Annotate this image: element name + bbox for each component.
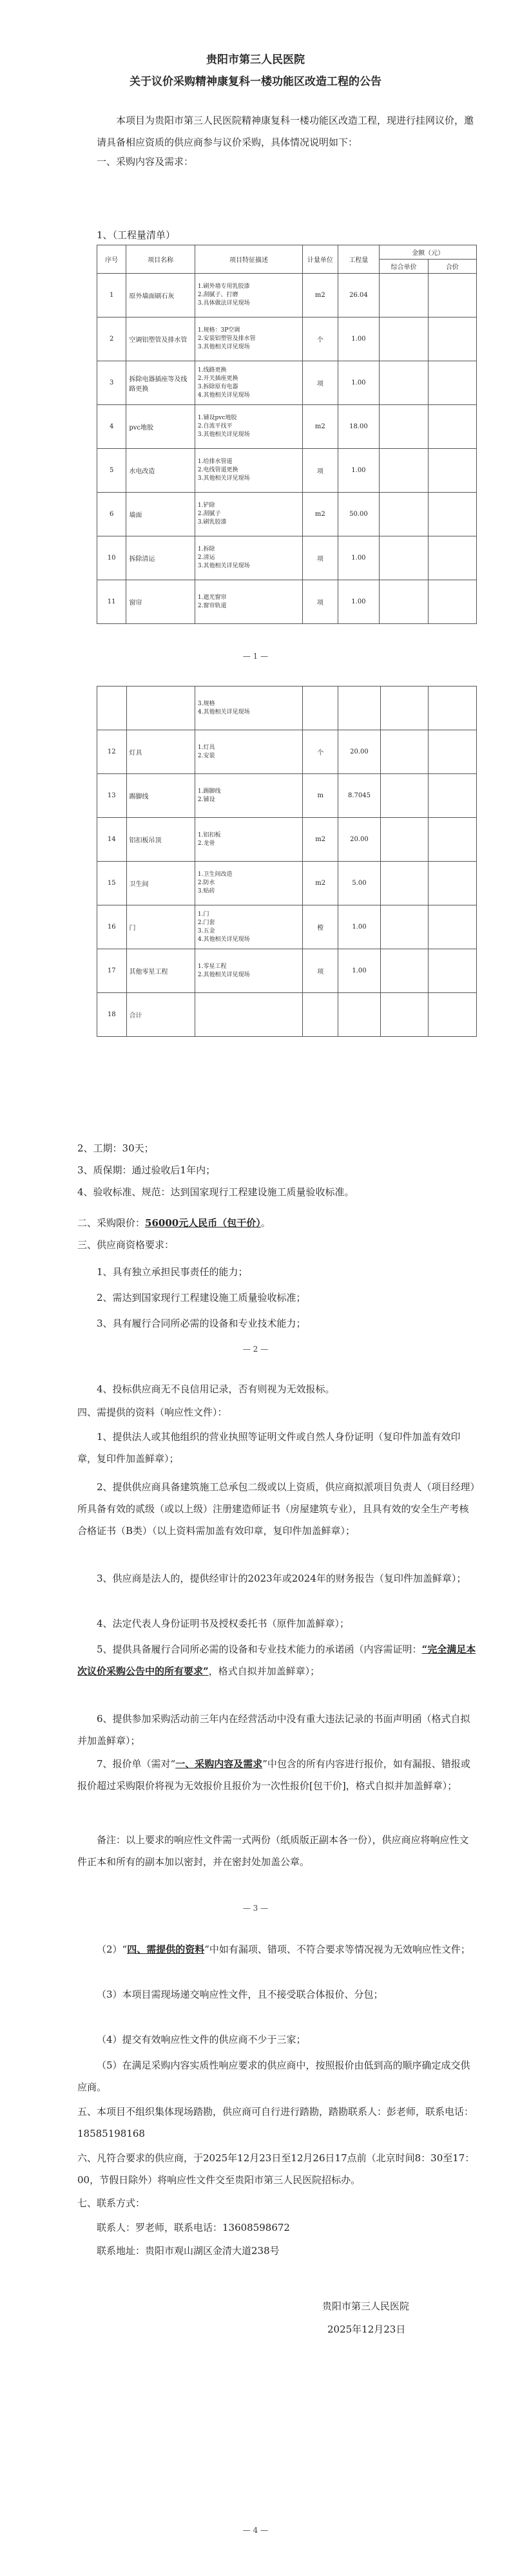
doc-req-5 [77, 1638, 477, 1682]
th-amount: 金额（元） [380, 245, 477, 260]
cell-no: 1 [97, 274, 126, 317]
cell-unit: m2 [303, 405, 338, 449]
cell-unit: m2 [303, 818, 338, 862]
cell-qty: 1.00 [338, 949, 381, 993]
doc-req-3: 3、供应商是法人的，提供经审计的2023年或2024年的财务报告（复印件加盖鲜章）； [97, 1573, 467, 1584]
cell-features: 1.刷外墙专用乳胶漆 2.刮腻子、打磨 3.具体做法详见现场 [195, 274, 302, 317]
qualification-4: 4、投标供应商无不良信用记录，否有则视为无效报标。 [97, 1383, 335, 1395]
th-total: 合价 [428, 260, 476, 274]
eval-2 [77, 1938, 477, 1960]
cell-qty: 1.00 [338, 361, 380, 405]
table-row [97, 993, 477, 1037]
cell-total [429, 949, 477, 993]
cell-total [429, 905, 477, 949]
eval-3: （3）本项目需现场递交响应性文件，且不接受联合体报价、分包； [97, 1989, 383, 2000]
cell-unit: 个 [303, 317, 338, 361]
cell-no: 13 [97, 774, 127, 818]
acceptance-line: 4、验收标准、规范：达到国家现行工程建设施工质量验收标准。 [77, 1186, 354, 1198]
cell-unit-price [380, 536, 428, 580]
cell-unit-price [380, 493, 428, 536]
th-unit: 计量单位 [303, 245, 338, 274]
table-row [97, 905, 477, 949]
cell-name: 其他零星工程 [126, 949, 195, 993]
address-line: 联系地址：贵阳市观山湖区金清大道238号 [97, 2245, 280, 2257]
cell-features: 1.灯具 2.安装 [195, 730, 302, 774]
cell-features: 1.拆除 2.清运 3.其他相关详见现场 [195, 536, 302, 580]
cell-unit [303, 993, 338, 1037]
cell-unit-price [380, 580, 428, 624]
contact-line: 联系人：罗老师，联系电话：13608598672 [97, 2222, 290, 2233]
cell-features: 1.铝扣板 2.龙骨 [195, 818, 302, 862]
th-features: 项目特征描述 [195, 245, 302, 274]
cell-total [429, 730, 477, 774]
cell-no: 16 [97, 905, 127, 949]
cell-unit-price [380, 449, 428, 493]
table-row [97, 361, 477, 405]
table-row [97, 774, 477, 818]
table-row [97, 274, 477, 317]
cell-unit: m2 [303, 493, 338, 536]
cell-qty [338, 993, 381, 1037]
cell-total [428, 274, 476, 317]
doc-req-4: 4、法定代表人身份证明书及授权委托书（原件加盖鲜章）； [97, 1618, 350, 1629]
cell-no: 2 [97, 317, 126, 361]
cell-no: 10 [97, 536, 126, 580]
intro-paragraph: 本项目为贵阳市第三人民医院精神康复科一楼功能区改造工程，现进行挂网议价，邀请具备相应资质的供应商参与议价采购，具体情况说明如下： [97, 115, 474, 148]
section-7-heading: 七、联系方式： [77, 2197, 146, 2209]
cell-features: 1.规格：3P空调 2.安装铝塑管及排水管 3.其他相关详见现场 [195, 317, 302, 361]
page-number-2: — 2 — [242, 1345, 269, 1354]
cell-features: 1.铲除 2.刮腻子 3.刷乳胶漆 [195, 493, 302, 536]
table-row [97, 862, 477, 905]
price-limit-end: 。 [260, 1217, 271, 1229]
cell-unit-price [380, 730, 429, 774]
cell-no: 15 [97, 862, 127, 905]
cell-name: 水电改造 [126, 449, 195, 493]
cell-features: 1.给排水管道 2.电线管道更换 3.其他相关详见现场 [195, 449, 302, 493]
cell-name: 原外墙面刷石灰 [126, 274, 195, 317]
cell-total [429, 862, 477, 905]
cell-name: 拆除清运 [126, 536, 195, 580]
doc-req-7-c: ”中包含的所有内容进行报价，如有漏报、错报或报价超过采购限价将视为无效报价且报价为一次性报价[包干价]，格式自拟并加盖鲜章）； [77, 1758, 470, 1792]
cell-name: 卫生间 [126, 862, 195, 905]
warranty-line: 3、质保期：通过验收后1年内； [77, 1164, 216, 1176]
cell-total [429, 993, 477, 1037]
cell-qty: 20.00 [338, 818, 381, 862]
cell-name: 门 [126, 905, 195, 949]
cell-name: 合计 [126, 993, 195, 1037]
cell-qty: 26.04 [338, 274, 380, 317]
th-qty: 工程量 [338, 245, 380, 274]
table-row [97, 730, 477, 774]
cell-qty: 1.00 [338, 536, 380, 580]
cell-features: 3.规格 4.其他相关详见现场 [195, 687, 302, 730]
bill-table-part1 [97, 245, 477, 624]
doc-req-6: 6、提供参加采购活动前三年内在经营活动中没有重大违法记录的书面声明函（格式自拟并加盖鲜章）； [77, 1713, 470, 1747]
doc-req-5-a: 5、提供具备履行合同所必需的设备和专业技术能力的承诺函（内容需证明： [97, 1643, 422, 1655]
cell-total [428, 493, 476, 536]
cell-unit: 樘 [303, 905, 338, 949]
table-row [97, 580, 477, 624]
duration-line: 2、工期：30天； [77, 1142, 154, 1154]
cell-unit: 项 [303, 580, 338, 624]
cell-total [428, 536, 476, 580]
cell-unit-price [380, 274, 428, 317]
signature-date: 2025年12月23日 [327, 2324, 406, 2335]
cell-total [428, 405, 476, 449]
cell-unit-price [380, 687, 429, 730]
th-unit-price: 综合单价 [380, 260, 428, 274]
cell-features [195, 993, 302, 1037]
doc-req-5-b: “完全满足本次议价采购公告中的所有要求” [77, 1643, 476, 1677]
cell-features: 1.铺设pvc地胶 2.自流平找平 3.其他相关详见现场 [195, 405, 302, 449]
cell-unit-price [380, 905, 429, 949]
doc-req-7 [77, 1753, 477, 1797]
section-3-heading: 三、供应商资格要求： [77, 1239, 175, 1251]
table-row [97, 687, 477, 730]
cell-name: 窗帘 [126, 580, 195, 624]
page-number-3: — 3 — [242, 1904, 269, 1913]
cell-name: 踢脚线 [126, 774, 195, 818]
cell-no: 18 [97, 993, 127, 1037]
cell-unit-price [380, 818, 429, 862]
cell-features: 1.线路更换 2.开关插座更换 3.拆除原有电器 4.其他相关详见现场 [195, 361, 302, 405]
cell-qty: 5.00 [338, 862, 381, 905]
doc-req-1: 1、提供法人或其他组织的营业执照等证明文件或自然人身份证明（复印件加盖有效印章，复印件加盖鲜章）； [77, 1431, 461, 1464]
doc-title-main: 关于议价采购精神康复科一楼功能区改造工程的公告 [130, 75, 381, 88]
table-row [97, 317, 477, 361]
cell-unit-price [380, 949, 429, 993]
cell-total [429, 687, 477, 730]
cell-qty: 20.00 [338, 730, 381, 774]
table-row [97, 493, 477, 536]
cell-qty [338, 687, 381, 730]
cell-unit-price [380, 361, 428, 405]
cell-qty: 50.00 [338, 493, 380, 536]
section-1-heading: 一、采购内容及需求： [97, 156, 194, 167]
cell-unit: m2 [303, 862, 338, 905]
th-no: 序号 [97, 245, 126, 274]
eval-2-b: 四、需提供的资料 [127, 1944, 205, 1955]
table-row [97, 405, 477, 449]
doc-req-7-b: 一、采购内容及需求 [175, 1758, 263, 1770]
page-number-4: — 4 — [242, 2526, 269, 2535]
cell-qty: 1.00 [338, 317, 380, 361]
cell-unit: 项 [303, 361, 338, 405]
cell-unit-price [380, 774, 429, 818]
cell-unit: m [303, 774, 338, 818]
table-row [97, 949, 477, 993]
cell-features: 1.遮光窗帘 2.窗帘轨道 [195, 580, 302, 624]
section-6: 六、凡符合要求的供应商，于2025年12月23日至12月26日17点前（北京时间8：30至17：00，节假日除外）将响应性文件交至贵阳市第三人民医院招标办。 [77, 2152, 475, 2186]
cell-no: 17 [97, 949, 127, 993]
cell-unit: 项 [303, 949, 338, 993]
cell-unit: 项 [303, 449, 338, 493]
price-limit-label: 二、采购限价： [77, 1217, 146, 1229]
page-number-1: — 1 — [242, 652, 269, 661]
cell-no: 11 [97, 580, 126, 624]
cell-total [428, 580, 476, 624]
doc-note: 备注：以上要求的响应性文件需一式两份（纸质版正副本各一份），供应商应将响应性文件正本和所有的副本加以密封，并在密封处加盖公章。 [77, 1834, 469, 1868]
cell-features: 1.卫生间改造 2.防水 3.贴砖 [195, 862, 302, 905]
cell-qty: 1.00 [338, 449, 380, 493]
section-4-heading: 四、需提供的资料（响应性文件）： [77, 1406, 227, 1418]
cell-name: pvc地胶 [126, 405, 195, 449]
cell-unit-price [380, 317, 428, 361]
doc-req-5-c: ，格式自拟并加盖鲜章）； [208, 1665, 320, 1677]
th-name: 项目名称 [126, 245, 195, 274]
price-limit-value: 56000元人民币（包干价） [145, 1217, 261, 1229]
qualification-1: 1、具有独立承担民事责任的能力； [97, 1266, 248, 1278]
cell-name: 铝扣板吊顶 [126, 818, 195, 862]
cell-no [97, 687, 127, 730]
eval-2-a: （2）“ [97, 1944, 128, 1955]
cell-qty: 8.7045 [338, 774, 381, 818]
doc-title-org: 贵阳市第三人民医院 [206, 53, 305, 66]
cell-name: 灯具 [126, 730, 195, 774]
cell-features: 1.零星工程 2.其他相关详见现场 [195, 949, 302, 993]
cell-no: 4 [97, 405, 126, 449]
table-row [97, 449, 477, 493]
cell-unit-price [380, 993, 429, 1037]
cell-qty: 1.00 [338, 905, 381, 949]
cell-name: 拆除电器插座等及线路更换 [126, 361, 195, 405]
qualification-2: 2、需达到国家现行工程建设施工质量验收标准； [97, 1292, 306, 1303]
cell-name [126, 687, 195, 730]
cell-no: 3 [97, 361, 126, 405]
cell-unit: 项 [303, 536, 338, 580]
cell-features: 1.踢脚线 2.铺设 [195, 774, 302, 818]
cell-no: 5 [97, 449, 126, 493]
cell-name: 墙面 [126, 493, 195, 536]
cell-total [428, 361, 476, 405]
section-5: 五、本项目不组织集体现场踏勘，供应商可自行进行踏勘，踏勘联系人：彭老师，联系电话：18585198168 [77, 2106, 474, 2139]
doc-req-7-a: 7、报价单（需对“ [97, 1758, 176, 1770]
price-limit-line [77, 1213, 271, 1233]
cell-unit-price [380, 862, 429, 905]
cell-qty: 1.00 [338, 580, 380, 624]
eval-5: （5）在满足采购内容实质性响应要求的供应商中，按照报价由低到高的顺序确定成交供应商。 [77, 2060, 470, 2093]
cell-total [428, 449, 476, 493]
doc-req-2: 2、提供供应商具备建筑施工总承包二级或以上资质，供应商拟派项目负责人（项目经理）所具备有效的贰级（或以上级）注册建造师证书（房屋建筑专业），且具有效的安全生产考核合格证书（B类）（以上资料需加盖有效印章，复印件加盖鲜章）； [77, 1481, 476, 1537]
bill-table-part2 [97, 686, 477, 1037]
cell-qty: 18.00 [338, 405, 380, 449]
cell-unit: m2 [303, 274, 338, 317]
eval-4: （4）提交有效响应性文件的供应商不少于三家； [97, 2034, 306, 2045]
eval-2-c: ”中如有漏项、错项、不符合要求等情况视为无效响应性文件； [204, 1944, 470, 1955]
cell-name: 空调铝塑管及排水管 [126, 317, 195, 361]
cell-unit-price [380, 405, 428, 449]
table-row [97, 818, 477, 862]
cell-unit [303, 687, 338, 730]
cell-total [428, 317, 476, 361]
cell-no: 12 [97, 730, 127, 774]
section-1-1-heading: 1、（工程量清单） [97, 229, 176, 241]
qualification-3: 3、具有履行合同所必需的设备和专业技术能力； [97, 1318, 306, 1329]
cell-unit: 个 [303, 730, 338, 774]
cell-total [429, 774, 477, 818]
table-row [97, 536, 477, 580]
cell-features: 1.门 2.门套 3.五金 4.其他相关详见现场 [195, 905, 302, 949]
cell-total [429, 818, 477, 862]
signature-org: 贵阳市第三人民医院 [322, 2300, 410, 2312]
cell-no: 6 [97, 493, 126, 536]
cell-no: 14 [97, 818, 127, 862]
